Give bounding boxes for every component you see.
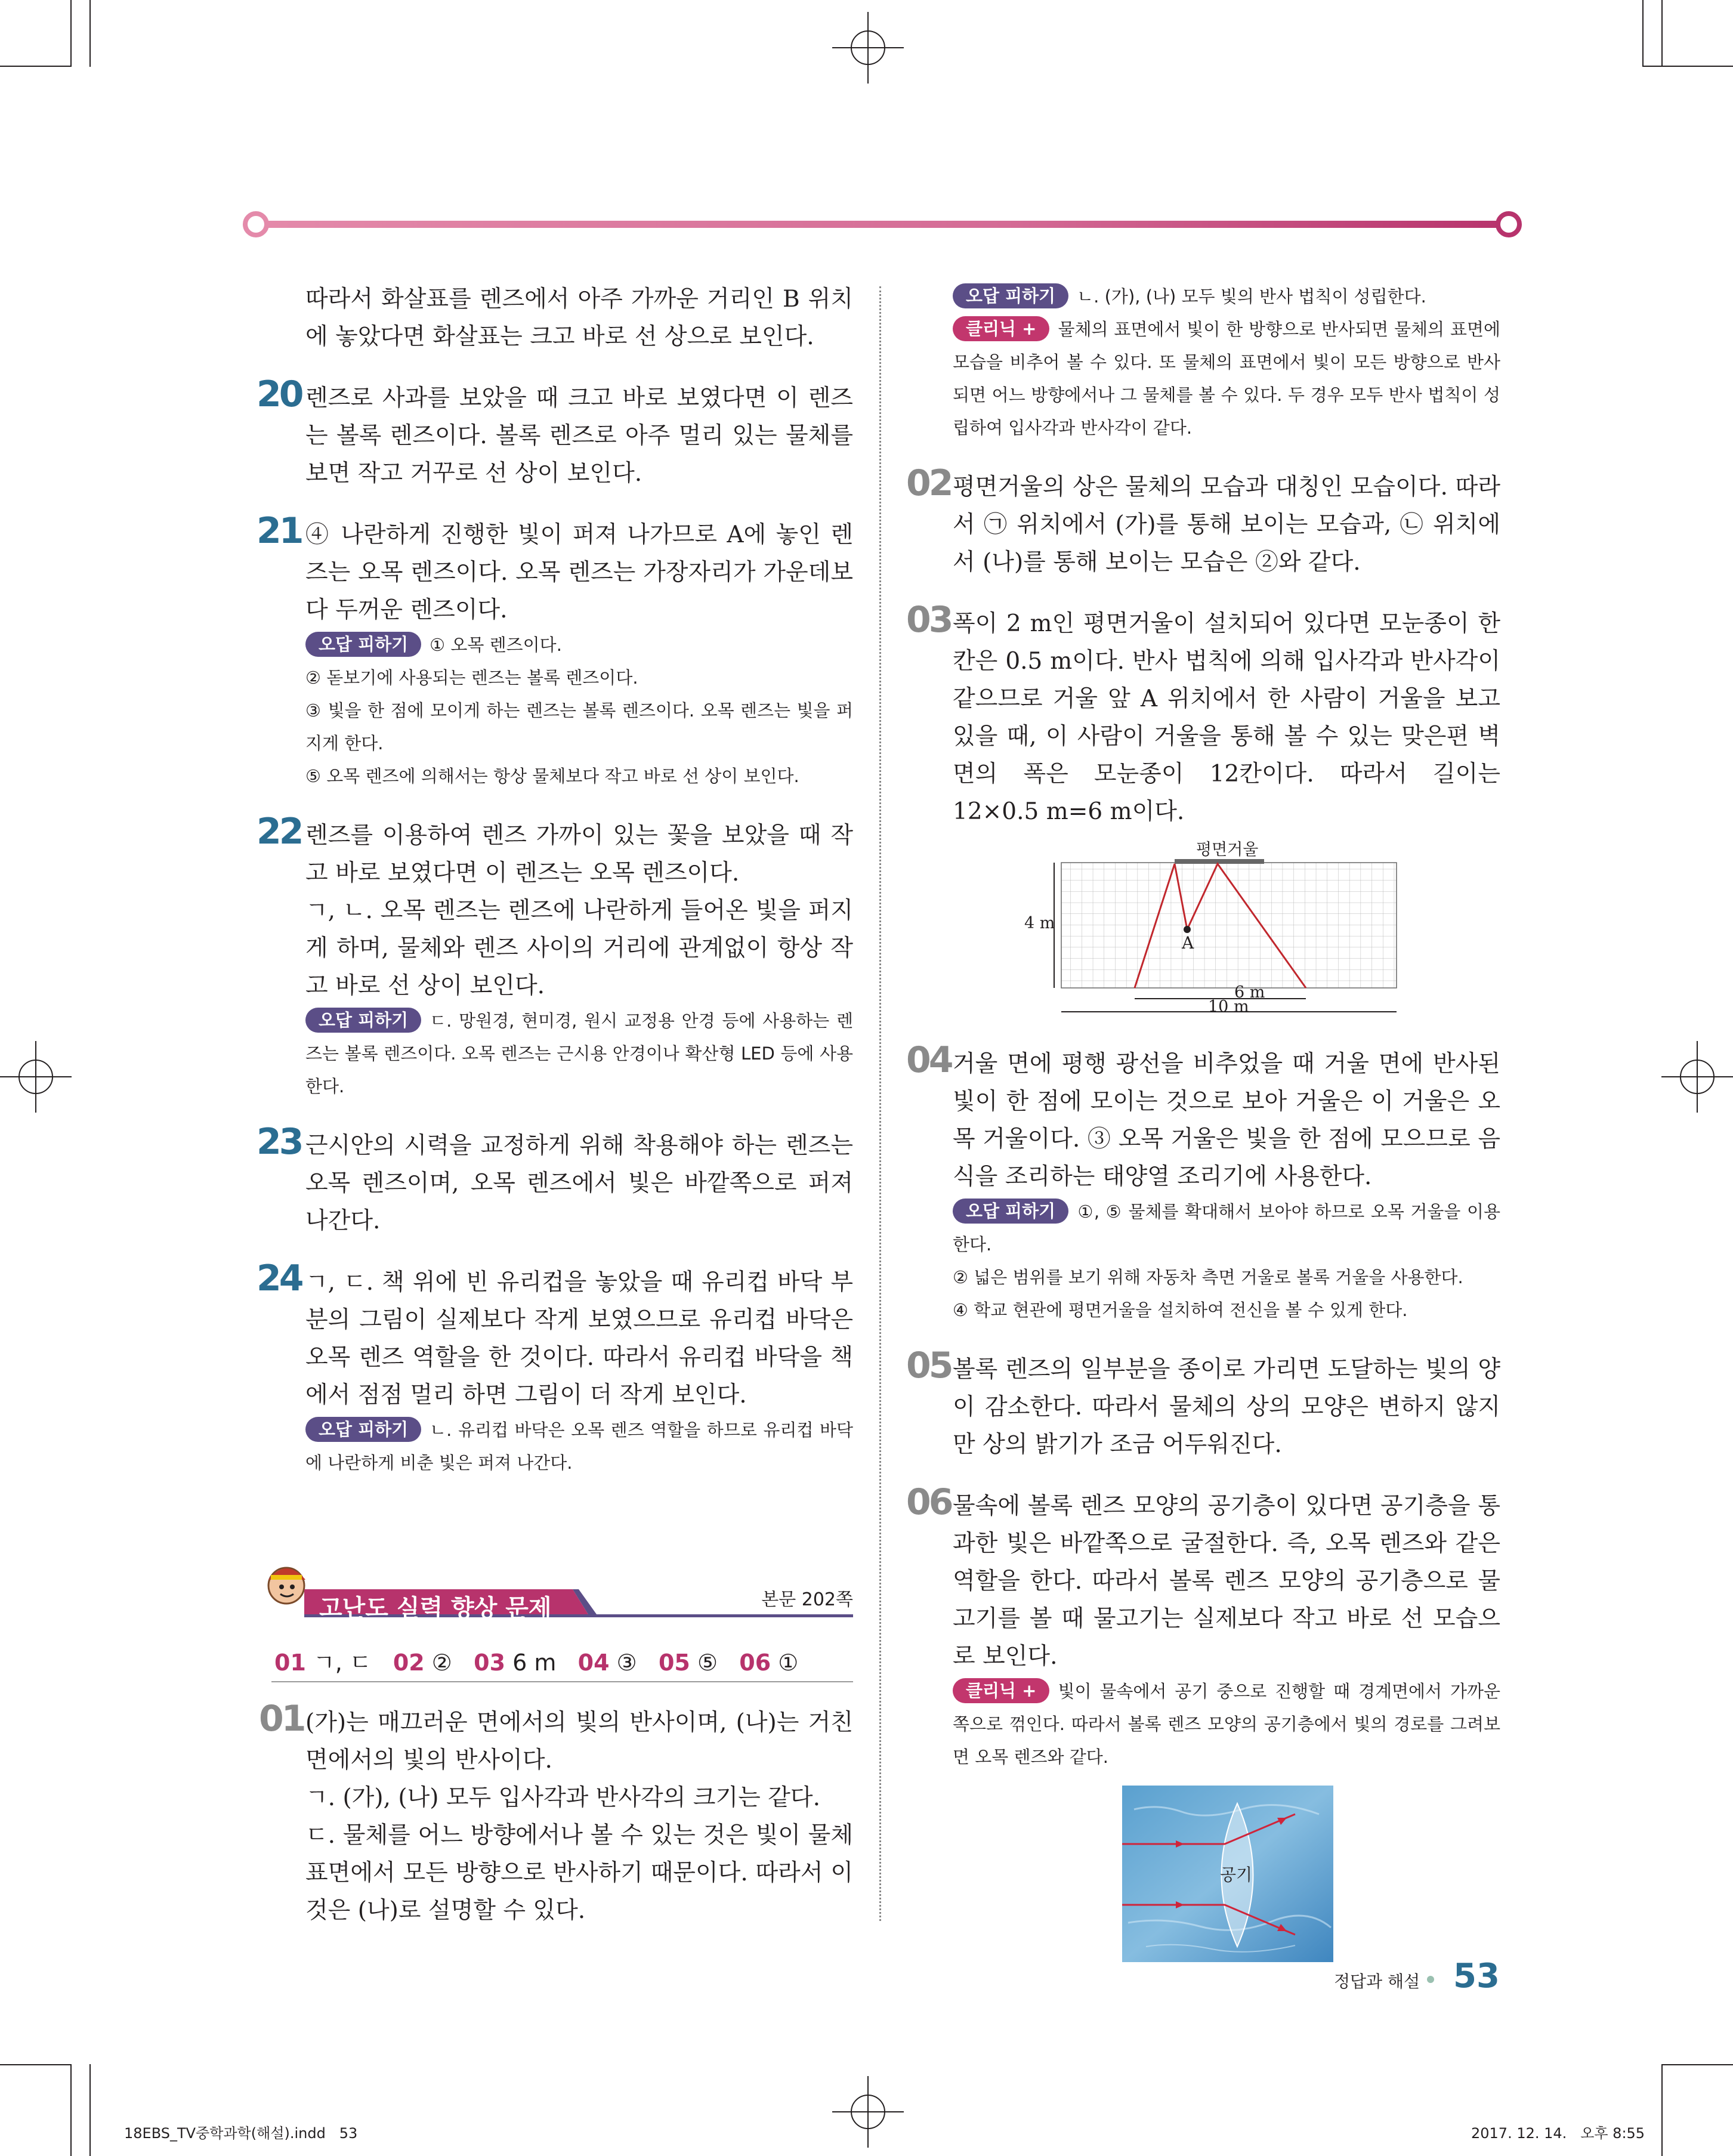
footer-dot bbox=[1427, 1976, 1434, 1983]
clinic-note-06 bbox=[953, 1675, 1500, 1774]
note-line: ⑤ 오목 렌즈에 의해서는 항상 물체보다 작고 바로 선 상이 보인다. bbox=[305, 766, 799, 786]
answer-text: ㄱ, ㄷ. 책 위에 빈 유리컵을 놓았을 때 유리컵 바닥 부분의 그림이 실제보다 작게 보였으므로 유리컵 바닥은 오목 렌즈 역할을 한 것이다. 따라서 유리컵 바닥을 책에서 점점 멀리 하면 그림이 더 작게 보인다. bbox=[305, 1269, 853, 1408]
question-number: 05 bbox=[906, 1345, 952, 1386]
answer-text: 폭이 2 m인 평면거울이 설치되어 있다면 모눈종이 한 칸은 0.5 m이다. 반사 법칙에 의해 입사각과 반사각이 같으므로 거울 앞 A 위치에서 한 사람이 거울을 보고 있을 때, 이 사람이 거울을 통해 볼 수 있는 맞은편 벽면의 폭은 모눈종이 12칸이다. 따라서 길이는 12×0.5 m=6 m이다. bbox=[953, 610, 1500, 825]
page-reference: 본문 202쪽 bbox=[761, 1589, 853, 1610]
answer-01 bbox=[259, 1698, 853, 1779]
answer-06 bbox=[906, 1481, 1500, 1675]
note-line: ② 돋보기에 사용되는 렌즈는 볼록 렌즈이다. bbox=[305, 668, 638, 688]
answer-23 bbox=[257, 1121, 853, 1240]
answer-number: 02 bbox=[393, 1650, 425, 1676]
answer-text: 물속에 볼록 렌즈 모양의 공기층이 있다면 공기층을 통과한 빛은 바깥쪽으로 굴절한다. 즉, 오목 렌즈와 같은 역할을 한다. 따라서 볼록 렌즈 모양의 공기층으로 물고기를 볼 때 물고기는 실제보다 작고 바로 선 모습으로 보인다. bbox=[953, 1493, 1500, 1670]
answer-number: 05 bbox=[658, 1650, 690, 1676]
answer-text: 볼록 렌즈의 일부분을 종이로 가리면 도달하는 빛의 양이 감소한다. 따라서 물체의 상의 모양은 변하지 않지만 상의 밝기가 조금 어두워진다. bbox=[953, 1356, 1500, 1458]
odap-badge: 오답 피하기 bbox=[305, 1008, 421, 1033]
answer-21 bbox=[257, 510, 853, 629]
answer-value: ③ bbox=[616, 1650, 637, 1676]
answer-value: ⑤ bbox=[697, 1650, 718, 1676]
answer-number: 01 bbox=[274, 1650, 306, 1676]
water-photo-wrapper bbox=[953, 1786, 1500, 1965]
odap-note-04 bbox=[953, 1196, 1500, 1261]
answer-number: 06 bbox=[739, 1650, 771, 1676]
registration-mark-right bbox=[1661, 1041, 1733, 1113]
footer-timestamp: 2017. 12. 14. 오후 8:55 bbox=[1471, 2125, 1645, 2142]
odap-note-22 bbox=[305, 1005, 853, 1103]
answer-03 bbox=[906, 599, 1500, 830]
question-number: 23 bbox=[257, 1121, 302, 1163]
answer-02 bbox=[906, 462, 1500, 581]
answer-text: ㄱ. (가), (나) 모두 입사각과 반사각의 크기는 같다. bbox=[305, 1784, 820, 1811]
point-label: A bbox=[1182, 933, 1194, 953]
answer-text: 렌즈를 이용하여 렌즈 가까이 있는 꽃을 보았을 때 작고 바로 보였다면 이 렌즈는 오목 렌즈이다. bbox=[305, 822, 853, 887]
answer-20 bbox=[257, 373, 853, 492]
page-number: 53 bbox=[1453, 1957, 1500, 1996]
note-line: ㄷ. 망원경, 현미경, 원시 교정용 안경 등에 사용하는 렌즈는 볼록 렌즈이다. 오목 렌즈는 근시용 안경이나 확산형 LED 등에 사용한다. bbox=[305, 1011, 853, 1096]
header-band bbox=[242, 208, 1523, 241]
mirror-figure bbox=[953, 836, 1500, 1021]
answer-text: ④ 나란하게 진행한 빛이 퍼져 나가므로 A에 놓인 렌즈는 오목 렌즈이다. 오목 렌즈는 가장자리가 가운데보다 두꺼운 렌즈이다. bbox=[305, 521, 853, 623]
answer-text: 거울 면에 평행 광선을 비추었을 때 거울 면에 반사된 빛이 한 점에 모이는 것으로 보아 거울은 이 거울은 오목 거울이다. ③ 오목 거울은 빛을 한 점에 모으므로 음식을 조리하는 태양열 조리기에 사용한다. bbox=[953, 1051, 1500, 1190]
odap-badge: 오답 피하기 bbox=[305, 632, 421, 657]
question-number: 21 bbox=[257, 510, 302, 552]
answer-value: ② bbox=[431, 1650, 452, 1676]
question-number: 24 bbox=[257, 1258, 302, 1299]
note-line: 빛이 물속에서 공기 중으로 진행할 때 경계면에서 가까운 쪽으로 꺾인다. 따라서 볼록 렌즈 모양의 공기층에서 빛의 경로를 그려보면 오목 렌즈와 같다. bbox=[953, 1681, 1500, 1767]
answer-text: (가)는 매끄러운 면에서의 빛의 반사이며, (나)는 거친 면에서의 빛의 반사이다. bbox=[305, 1709, 853, 1774]
answer-value: 6 m bbox=[512, 1650, 557, 1676]
answer-22 bbox=[257, 811, 853, 892]
air-label: 공기 bbox=[1220, 1865, 1253, 1885]
note-line: ④ 학교 현관에 평면거울을 설치하여 전신을 볼 수 있게 한다. bbox=[953, 1300, 1408, 1320]
question-number: 01 bbox=[259, 1698, 304, 1740]
answer-key-rule bbox=[271, 1681, 853, 1682]
question-number: 20 bbox=[257, 373, 302, 415]
question-number: 06 bbox=[906, 1481, 952, 1523]
answer-05 bbox=[906, 1345, 1500, 1463]
right-column bbox=[906, 280, 1500, 1965]
odap-badge: 오답 피하기 bbox=[953, 283, 1068, 308]
answer-number: 03 bbox=[474, 1650, 506, 1676]
odap-note-24 bbox=[305, 1414, 853, 1479]
note-line: ㄴ. 유리컵 바닥은 오목 렌즈 역할을 하므로 유리컵 바닥에 나란하게 비춘 빛은 퍼져 나간다. bbox=[305, 1420, 853, 1473]
odap-badge: 오답 피하기 bbox=[953, 1199, 1068, 1224]
note-line: ① 오목 렌즈이다. bbox=[430, 635, 562, 655]
width-label: 10 m bbox=[1208, 997, 1249, 1016]
note-line: ② 넓은 범위를 보기 위해 자동차 측면 거울로 볼록 거울을 사용한다. bbox=[953, 1267, 1463, 1287]
answer-value: ㄱ, ㄷ bbox=[313, 1650, 372, 1676]
mirror-diagram bbox=[1048, 858, 1406, 1019]
answer-text: ㄷ. 물체를 어느 방향에서나 볼 수 있는 것은 빛이 물체 표면에서 모든 방향으로 반사하기 때문이다. 따라서 이것은 (나)로 설명할 수 있다. bbox=[305, 1822, 853, 1924]
column-divider bbox=[879, 286, 881, 1921]
registration-mark-left bbox=[0, 1041, 72, 1113]
note-line: ①, ⑤ 물체를 확대해서 보아야 하므로 오목 거울을 이용한다. bbox=[953, 1201, 1500, 1255]
answer-text: ㄱ, ㄴ. 오목 렌즈는 렌즈에 나란하게 들어온 빛을 퍼지게 하며, 물체와 렌즈 사이의 거리에 관계없이 항상 작고 바로 선 상이 보인다. bbox=[305, 897, 853, 999]
span-label: 6 m bbox=[1234, 983, 1265, 1002]
question-number: 03 bbox=[906, 599, 952, 641]
question-number: 02 bbox=[906, 462, 952, 504]
footer-filename: 18EBS_TV중학과학(해설).indd 53 bbox=[124, 2125, 358, 2142]
section-header bbox=[262, 1557, 853, 1623]
answer-24 bbox=[257, 1258, 853, 1414]
odap-note-01 bbox=[953, 280, 1500, 313]
left-column bbox=[257, 280, 853, 1479]
answer-text: 렌즈로 사과를 보았을 때 크고 바로 보였다면 이 렌즈는 볼록 렌즈이다. 볼록 렌즈로 아주 멀리 있는 물체를 보면 작고 거꾸로 선 상이 보인다. bbox=[305, 385, 853, 487]
question-number: 22 bbox=[257, 811, 302, 852]
odap-badge: 오답 피하기 bbox=[305, 1417, 421, 1442]
height-label: 4 m bbox=[1024, 914, 1055, 932]
note-line: ㄴ. (가), (나) 모두 빛의 반사 법칙이 성립한다. bbox=[1077, 286, 1426, 307]
left-column-bottom bbox=[259, 1698, 853, 1929]
clinic-note-01 bbox=[953, 313, 1500, 444]
question-number: 04 bbox=[906, 1039, 952, 1081]
answer-04 bbox=[906, 1039, 1500, 1196]
note-line: 물체의 표면에서 빛이 한 방향으로 반사되면 물체의 표면에 모습을 비추어 볼 수 있다. 또 물체의 표면에서 빛이 모든 방향으로 반사되면 어느 방향에서나 그 물체를 볼 수 있다. 두 경우 모두 반사 법칙이 성립하여 입사각과 반사각이 같다. bbox=[953, 319, 1500, 438]
mirror-label: 평면거울 bbox=[1196, 841, 1259, 859]
answer-number: 04 bbox=[577, 1650, 610, 1676]
answer-text: 근시안의 시력을 교정하게 위해 착용해야 하는 렌즈는 오목 렌즈이며, 오목 렌즈에서 빛은 바깥쪽으로 퍼져 나간다. bbox=[305, 1132, 853, 1234]
section-title: 고난도 실력 향상 문제 bbox=[319, 1595, 552, 1622]
answer-text: 평면거울의 상은 물체의 모습과 대칭인 모습이다. 따라서 ㉠ 위치에서 (가)를 통해 보이는 모습과, ㉡ 위치에서 (나)를 통해 보이는 모습은 ②와 같다. bbox=[953, 474, 1500, 576]
note-line: ③ 빛을 한 점에 모이게 하는 렌즈는 볼록 렌즈이다. 오목 렌즈는 빛을 퍼지게 한다. bbox=[305, 700, 853, 753]
registration-mark-top bbox=[832, 12, 904, 84]
footer-section: 정답과 해설 bbox=[1334, 1972, 1420, 1991]
clinic-badge: 클리닉 + bbox=[953, 1678, 1049, 1703]
intro-paragraph: 따라서 화살표를 렌즈에서 아주 가까운 거리인 B 위치에 놓았다면 화살표는 크고 바로 선 상으로 보인다. bbox=[305, 286, 853, 350]
registration-mark-bottom bbox=[832, 2076, 904, 2148]
clinic-badge: 클리닉 + bbox=[953, 316, 1049, 341]
answer-key bbox=[274, 1644, 853, 1677]
odap-note-21 bbox=[305, 629, 853, 662]
answer-value: ① bbox=[778, 1650, 799, 1676]
